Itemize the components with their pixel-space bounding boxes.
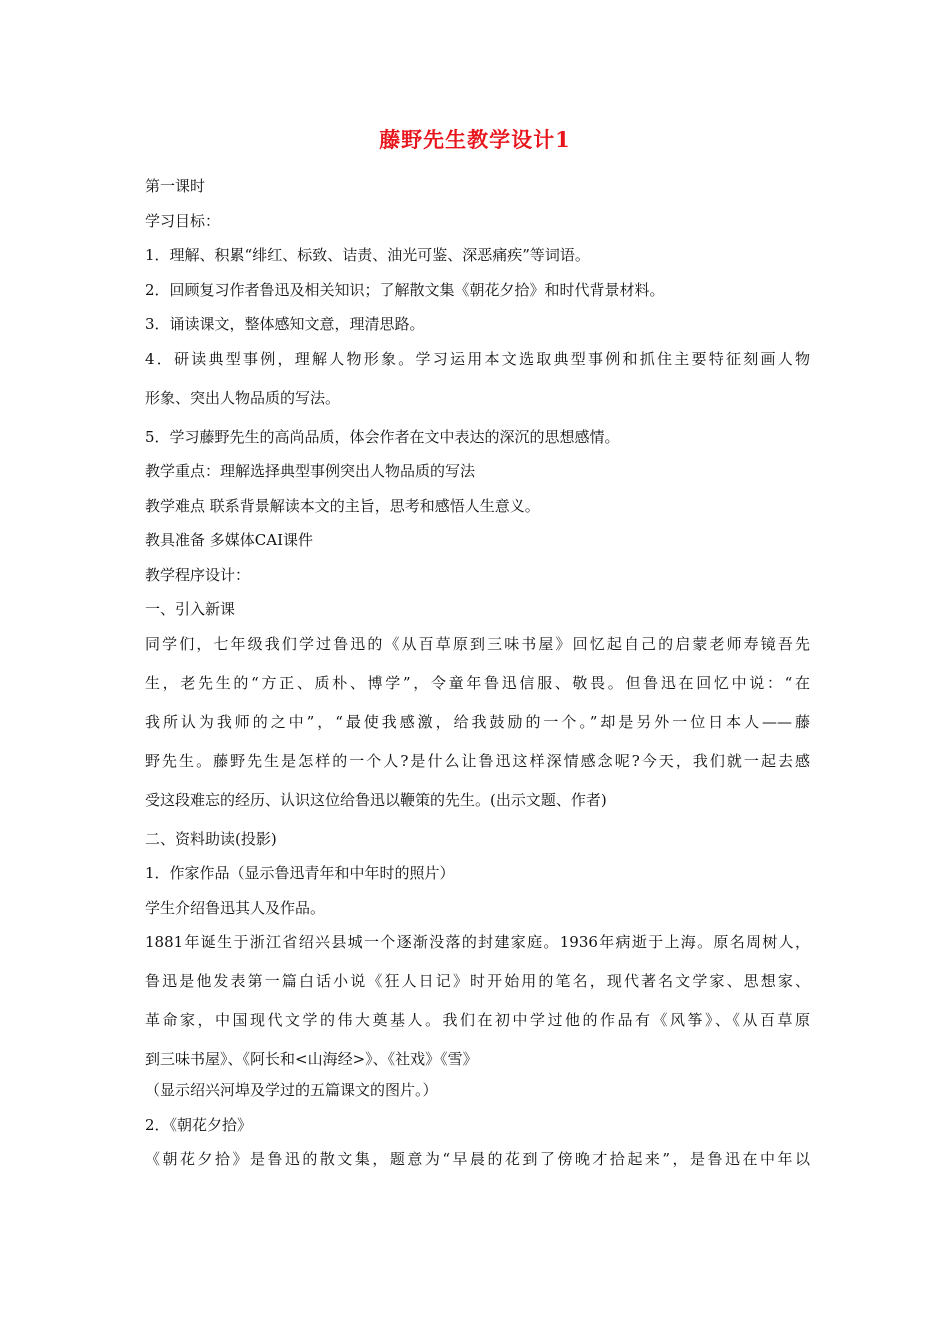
paragraph-line: 1．理解、积累“绯红、标致、诘责、油光可鉴、深恶痛疾”等词语。 [145,246,590,264]
paragraph-line: 5．学习藤野先生的高尚品质，体会作者在文中表达的深沉的思想感情。 [145,427,620,446]
paragraph-line: 教具准备 多媒体CAI课件 [145,531,314,549]
paragraph-line: 学习目标： [145,211,221,230]
paragraph-line: 2．回顾复习作者鲁迅及相关知识；了解散文集《朝花夕拾》和时代背景材料。 [145,280,665,299]
paragraph-line: 生，老先生的“方正、质朴、博学”，令童年鲁迅信服、敬畏。但鲁迅在回忆中说：“在 [145,673,810,692]
paragraph-line: 学生介绍鲁迅其人及作品。 [145,898,326,917]
document-body [145,178,810,1186]
paragraph-line: （显示绍兴河埠及学过的五篇课文的图片。） [145,1081,438,1099]
paragraph-line: 1881年诞生于浙江省绍兴县城一个逐渐没落的封建家庭。1936年病逝于上海。原名周树人， [145,933,810,951]
paragraph-line: 2．《朝花夕拾》 [145,1115,253,1134]
document-title: 藤野先生教学设计1 [379,127,571,152]
paragraph-line: 二、资料助读(投影) [145,829,277,848]
paragraph-line: 鲁迅是他发表第一篇白话小说《狂人日记》时开始用的笔名，现代著名文学家、思想家、 [145,972,810,990]
paragraph-line: 受这段难忘的经历、认识这位给鲁迅以鞭策的先生。(出示文题、作者) [145,790,607,809]
paragraph-line: 野先生。藤野先生是怎样的一个人?是什么让鲁迅这样深情感念呢?今天，我们就一起去感 [145,751,810,770]
paragraph-line: 教学重点：理解选择典型事例突出人物品质的写法 [145,462,476,480]
paragraph-line: 教学程序设计： [145,565,251,584]
paragraph-line: 形象、突出人物品质的写法。 [145,388,341,407]
paragraph-line: 《朝花夕拾》是鲁迅的散文集，题意为“早晨的花到了傍晚才拾起来”，是鲁迅在中年以 [145,1150,810,1168]
paragraph-line: 教学难点 联系背景解读本文的主旨，思考和感悟人生意义。 [145,496,540,515]
paragraph-line: 4．研读典型事例，理解人物形象。学习运用本文选取典型事例和抓住主要特征刻画人物 [145,349,810,368]
paragraph-line: 同学们，七年级我们学过鲁迅的《从百草原到三味书屋》回忆起自己的启蒙老师寿镜吾先 [145,634,810,653]
paragraph-line: 我所认为我师的之中”，“最使我感激，给我鼓励的一个。”却是另外一位日本人——藤 [145,712,810,731]
paragraph-line: 一、引入新课 [145,600,236,618]
paragraph-line: 3．诵读课文，整体感知文意，理清思路。 [145,315,425,333]
paragraph-line: 第一课时 [145,177,206,195]
paragraph-line: 1．作家作品（显示鲁迅青年和中年时的照片） [145,864,455,882]
paragraph-line: 到三味书屋》、《阿长和<山海经>》、《社戏》《雪》 [145,1050,478,1068]
paragraph-line: 革命家，中国现代文学的伟大奠基人。我们在初中学过他的作品有《风筝》、《从百草原 [145,1011,810,1029]
